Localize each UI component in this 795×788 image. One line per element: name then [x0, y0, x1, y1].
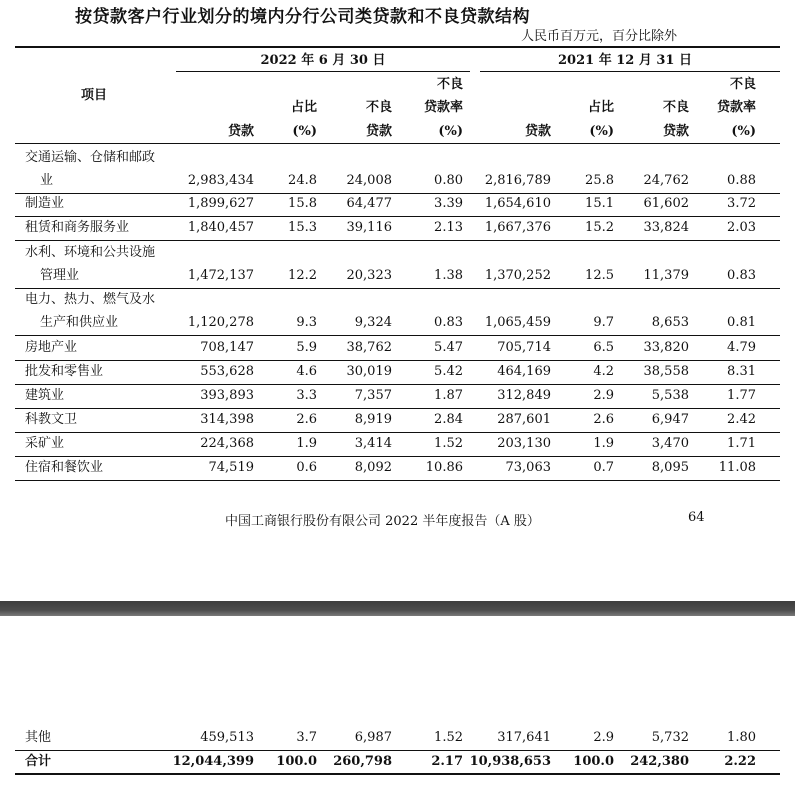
b-header-ratio-l2: 贷款率 [716, 100, 756, 115]
row-7-a-share: 4.6 [296, 364, 317, 379]
row-12-a-ratio: 1.52 [434, 730, 463, 745]
row-8-b-loan: 312,849 [497, 388, 551, 403]
row-5-b-npl: 8,653 [651, 315, 689, 330]
b-header-share-pct: (%) [589, 124, 614, 139]
row-7-a-ratio: 5.42 [434, 364, 463, 379]
row-2-b-share: 15.1 [585, 196, 614, 211]
b-header-npl-loan: 贷款 [662, 124, 689, 139]
row-11-b-loan: 73,063 [505, 460, 551, 475]
row-13-a-npl: 260,798 [333, 754, 392, 769]
header-item: 项目 [81, 88, 108, 103]
row-12-b-npl: 5,732 [651, 730, 689, 745]
row-6-b-loan: 705,714 [497, 340, 551, 355]
row-12-b-ratio: 1.80 [727, 730, 756, 745]
row-7-b-npl: 38,558 [643, 364, 689, 379]
row-6-a-ratio: 5.47 [434, 340, 463, 355]
row-10-a-loan: 224,368 [200, 436, 254, 451]
row-1-a-loan: 2,983,434 [187, 173, 254, 188]
row-4-a-share: 12.2 [288, 268, 317, 283]
row-13-a-share: 100.0 [276, 754, 317, 769]
row-4-b-ratio: 0.83 [727, 268, 756, 283]
row-2-a-ratio: 3.39 [434, 196, 463, 211]
row-6-rule [15, 360, 780, 361]
row-13-b-share: 100.0 [573, 754, 614, 769]
row-9-b-ratio: 2.42 [727, 412, 756, 427]
row-10-b-npl: 3,470 [651, 436, 689, 451]
row-8-name: 建筑业 [25, 388, 65, 403]
row-12-b-loan: 317,641 [497, 730, 551, 745]
row-8-b-share: 2.9 [593, 388, 614, 403]
page-number: 64 [688, 510, 705, 525]
row-6-name: 房地产业 [25, 340, 78, 355]
row-13-b-loan: 10,938,653 [469, 754, 551, 769]
row-9-a-npl: 8,919 [354, 412, 392, 427]
row-1-b-npl: 24,762 [643, 173, 689, 188]
row-11-a-share: 0.6 [296, 460, 317, 475]
period-a-underline [176, 71, 470, 72]
page-break-divider [0, 601, 795, 616]
b-header-share: 占比 [587, 100, 614, 115]
b-header-ratio-pct: (%) [731, 124, 756, 139]
row-10-name: 采矿业 [25, 436, 65, 451]
header-period-2022: 2022 年 6 月 30 日 [260, 53, 386, 68]
row-7-rule [15, 384, 780, 385]
row-12-b-share: 2.9 [593, 730, 614, 745]
row-3-a-loan: 1,840,457 [187, 220, 254, 235]
row-12-a-share: 3.7 [296, 730, 317, 745]
row-3-b-loan: 1,667,376 [484, 220, 551, 235]
row-4-b-share: 12.5 [585, 268, 614, 283]
row-9-a-ratio: 2.84 [434, 412, 463, 427]
row-5-a-ratio: 0.83 [434, 315, 463, 330]
row-8-b-ratio: 1.77 [727, 388, 756, 403]
row-1-name-cont: 业 [40, 173, 54, 188]
row-8-a-share: 3.3 [296, 388, 317, 403]
row-4-rule [15, 288, 780, 289]
row-5-rule [15, 335, 780, 336]
row-12-a-npl: 6,987 [354, 730, 392, 745]
row-6-a-share: 5.9 [296, 340, 317, 355]
row-3-a-ratio: 2.13 [434, 220, 463, 235]
a-header-loan: 贷款 [227, 124, 254, 139]
a-header-npl: 不良 [365, 100, 392, 115]
row-2-a-share: 15.8 [288, 196, 317, 211]
row-3-rule [15, 240, 780, 241]
row-9-b-npl: 6,947 [651, 412, 689, 427]
row-9-a-loan: 314,398 [200, 412, 254, 427]
row-8-rule [15, 408, 780, 409]
row-9-b-share: 2.6 [593, 412, 614, 427]
row-12-rule [15, 750, 780, 751]
row-13-a-ratio: 2.17 [431, 754, 463, 769]
row-5-a-npl: 9,324 [354, 315, 392, 330]
row-3-b-npl: 33,824 [643, 220, 689, 235]
row-5-a-share: 9.3 [296, 315, 317, 330]
row-5-b-loan: 1,065,459 [484, 315, 551, 330]
row-10-b-loan: 203,130 [497, 436, 551, 451]
row-3-a-npl: 39,116 [346, 220, 392, 235]
row-6-b-share: 6.5 [593, 340, 614, 355]
row-2-rule [15, 216, 780, 217]
row-4-b-npl: 11,379 [643, 268, 689, 283]
footer-report-name: 中国工商银行股份有限公司 2022 半年度报告（A 股） [225, 514, 540, 529]
row-4-name-cont: 管理业 [40, 268, 80, 283]
row-8-a-ratio: 1.87 [434, 388, 463, 403]
row-7-b-share: 4.2 [593, 364, 614, 379]
b-header-npl: 不良 [662, 100, 689, 115]
row-4-a-ratio: 1.38 [434, 268, 463, 283]
row-1-a-ratio: 0.80 [434, 173, 463, 188]
a-header-ratio-l2: 贷款率 [423, 100, 463, 115]
table-top-rule [15, 46, 780, 48]
row-11-a-ratio: 10.86 [425, 460, 463, 475]
row-4-name: 水利、环境和公共设施 [25, 245, 156, 260]
row-11-rule [15, 480, 780, 481]
row-2-a-npl: 64,477 [346, 196, 392, 211]
row-4-a-loan: 1,472,137 [187, 268, 254, 283]
row-1-rule [15, 193, 780, 194]
row-7-b-ratio: 8.31 [727, 364, 756, 379]
row-4-a-npl: 20,323 [346, 268, 392, 283]
row-11-b-share: 0.7 [593, 460, 614, 475]
row-11-a-loan: 74,519 [208, 460, 254, 475]
period-b-underline [480, 71, 780, 72]
page-title: 按贷款客户行业划分的境内分行公司类贷款和不良贷款结构 [75, 7, 530, 27]
row-2-b-loan: 1,654,610 [484, 196, 551, 211]
row-1-name: 交通运输、仓储和邮政 [25, 150, 156, 165]
b-header-loan: 贷款 [524, 124, 551, 139]
row-11-b-npl: 8,095 [651, 460, 689, 475]
row-7-a-loan: 553,628 [200, 364, 254, 379]
row-9-b-loan: 287,601 [497, 412, 551, 427]
row-8-b-npl: 5,538 [651, 388, 689, 403]
row-1-b-loan: 2,816,789 [484, 173, 551, 188]
row-9-name: 科教文卫 [25, 412, 78, 427]
row-10-a-npl: 3,414 [354, 436, 392, 451]
row-12-name: 其他 [25, 730, 52, 745]
row-10-b-ratio: 1.71 [727, 436, 756, 451]
row-5-a-loan: 1,120,278 [187, 315, 254, 330]
row-3-a-share: 15.3 [288, 220, 317, 235]
row-10-rule [15, 456, 780, 457]
row-1-a-share: 24.8 [288, 173, 317, 188]
row-13-a-loan: 12,044,399 [172, 754, 254, 769]
row-12-a-loan: 459,513 [200, 730, 254, 745]
unit-note: 人民币百万元，百分比除外 [521, 29, 678, 44]
row-2-b-ratio: 3.72 [727, 196, 756, 211]
row-13-rule [15, 773, 780, 775]
row-6-b-ratio: 4.79 [727, 340, 756, 355]
row-13-b-ratio: 2.22 [724, 754, 756, 769]
row-2-b-npl: 61,602 [643, 196, 689, 211]
row-2-a-loan: 1,899,627 [187, 196, 254, 211]
row-1-b-share: 25.8 [585, 173, 614, 188]
row-7-a-npl: 30,019 [346, 364, 392, 379]
a-header-ratio-pct: (%) [438, 124, 463, 139]
row-5-b-share: 9.7 [593, 315, 614, 330]
row-7-name: 批发和零售业 [25, 364, 104, 379]
row-5-name: 电力、热力、燃气及水 [25, 292, 156, 307]
row-7-b-loan: 464,169 [497, 364, 551, 379]
row-5-b-ratio: 0.81 [727, 315, 756, 330]
row-1-a-npl: 24,008 [346, 173, 392, 188]
row-6-a-loan: 708,147 [200, 340, 254, 355]
row-11-a-npl: 8,092 [354, 460, 392, 475]
a-header-share: 占比 [290, 100, 317, 115]
row-13-b-npl: 242,380 [630, 754, 689, 769]
row-3-name: 租赁和商务服务业 [25, 220, 130, 235]
a-header-share-pct: (%) [292, 124, 317, 139]
row-2-name: 制造业 [25, 196, 65, 211]
row-3-b-share: 15.2 [585, 220, 614, 235]
row-10-a-ratio: 1.52 [434, 436, 463, 451]
row-11-b-ratio: 11.08 [718, 460, 756, 475]
row-10-b-share: 1.9 [593, 436, 614, 451]
header-bottom-rule [15, 143, 780, 144]
row-10-a-share: 1.9 [296, 436, 317, 451]
b-header-ratio-l1: 不良 [729, 77, 756, 92]
row-5-name-cont: 生产和供应业 [40, 315, 119, 330]
row-6-a-npl: 38,762 [346, 340, 392, 355]
row-8-a-npl: 7,357 [354, 388, 392, 403]
row-9-rule [15, 432, 780, 433]
row-4-b-loan: 1,370,252 [484, 268, 551, 283]
a-header-ratio-l1: 不良 [436, 77, 463, 92]
row-11-name: 住宿和餐饮业 [25, 460, 104, 475]
row-8-a-loan: 393,893 [200, 388, 254, 403]
row-13-name: 合计 [25, 754, 52, 769]
row-9-a-share: 2.6 [296, 412, 317, 427]
a-header-npl-loan: 贷款 [365, 124, 392, 139]
row-1-b-ratio: 0.88 [727, 173, 756, 188]
row-3-b-ratio: 2.03 [727, 220, 756, 235]
row-6-b-npl: 33,820 [643, 340, 689, 355]
header-period-2021: 2021 年 12 月 31 日 [558, 53, 692, 68]
